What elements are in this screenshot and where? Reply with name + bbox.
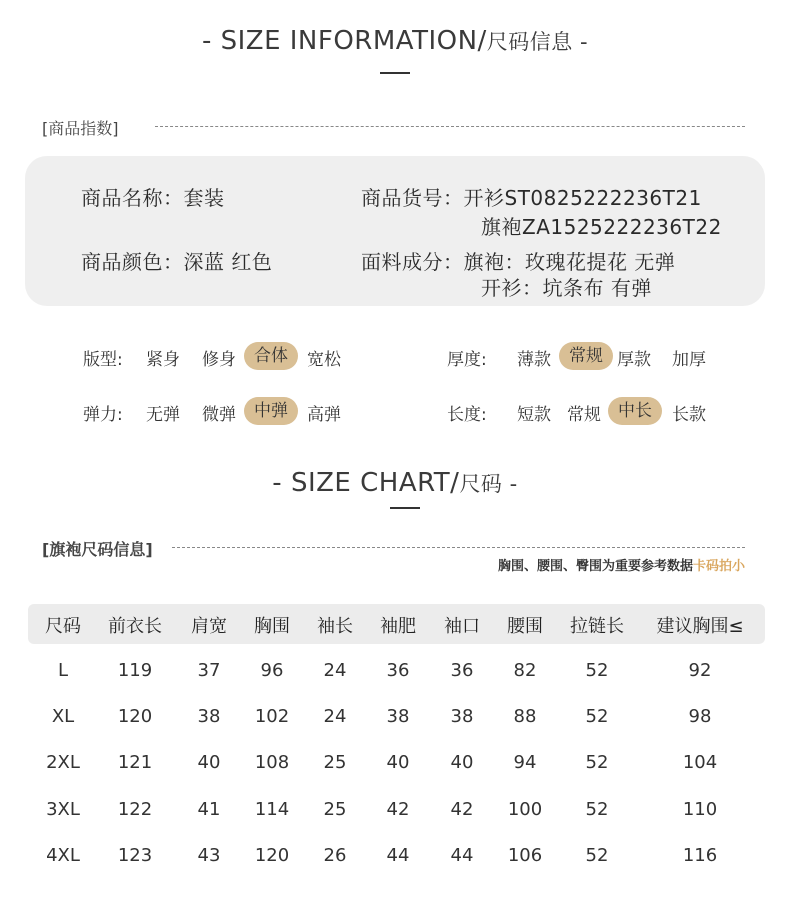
product-name-value: 套装 (183, 186, 225, 210)
header-cuff: 袖口 (444, 616, 480, 637)
table-cell: 116 (682, 845, 718, 866)
fit-option-loose: 宽松 (307, 350, 341, 370)
table-cell-size: 3XL (46, 799, 80, 820)
elasticity-option-medium-selected: 中弹 (244, 397, 298, 425)
table-cell: 43 (197, 845, 221, 866)
dashed-divider-2 (172, 547, 745, 548)
product-index-label: [商品指数] (42, 119, 119, 138)
table-cell: 82 (513, 660, 537, 681)
elasticity-option-slight: 微弹 (202, 405, 236, 425)
table-cell: 120 (254, 845, 290, 866)
size-chart-title (0, 468, 790, 498)
product-code (361, 182, 702, 211)
table-cell: 52 (585, 660, 609, 681)
table-cell: 114 (254, 799, 290, 820)
table-cell: 94 (513, 752, 537, 773)
table-cell: 36 (386, 660, 410, 681)
title-underline (380, 72, 410, 74)
table-cell: 122 (117, 799, 153, 820)
table-cell-size: XL (51, 706, 75, 727)
table-cell: 98 (688, 706, 712, 727)
table-cell-size: L (57, 660, 69, 681)
header-sleeve-width: 袖肥 (380, 616, 416, 637)
product-code-label: 商品货号： (361, 186, 464, 210)
header-shoulder: 肩宽 (191, 616, 227, 637)
size-chart-underline (390, 507, 420, 509)
header-front-length: 前衣长 (108, 616, 162, 637)
length-option-short: 短款 (517, 405, 551, 425)
header-bust: 胸围 (254, 616, 290, 637)
product-color (81, 246, 272, 275)
table-cell: 102 (254, 706, 290, 727)
table-cell: 40 (197, 752, 221, 773)
table-cell-size: 4XL (46, 845, 80, 866)
table-cell: 38 (386, 706, 410, 727)
table-cell: 119 (117, 660, 153, 681)
product-name-label: 商品名称： (81, 186, 184, 210)
table-cell: 26 (323, 845, 347, 866)
fit-option-regular-selected: 合体 (244, 342, 298, 370)
table-cell: 96 (260, 660, 284, 681)
table-cell: 40 (386, 752, 410, 773)
table-cell: 40 (450, 752, 474, 773)
length-label: 长度: (447, 405, 487, 425)
table-cell: 106 (507, 845, 543, 866)
length-option-regular: 常规 (567, 405, 601, 425)
table-cell: 52 (585, 799, 609, 820)
header-waist: 腰围 (507, 616, 543, 637)
table-cell: 41 (197, 799, 221, 820)
table-cell: 108 (254, 752, 290, 773)
product-color-value: 深蓝 红色 (183, 250, 273, 274)
size-information-title-en: - SIZE INFORMATION/ (201, 26, 487, 56)
product-fabric-label: 面料成分： (361, 250, 464, 274)
thickness-option-thick: 厚款 (617, 350, 651, 370)
table-cell: 120 (117, 706, 153, 727)
dashed-divider (155, 126, 745, 127)
table-cell: 52 (585, 706, 609, 727)
product-fabric (361, 246, 675, 275)
elasticity-label: 弹力: (83, 405, 123, 425)
table-cell: 36 (450, 660, 474, 681)
table-cell: 42 (386, 799, 410, 820)
product-color-label: 商品颜色： (81, 250, 184, 274)
product-fabric-line2: 开衫：坑条布 有弹 (481, 276, 652, 300)
thickness-option-extra-thick: 加厚 (672, 350, 706, 370)
size-information-title (0, 26, 790, 56)
reference-note (498, 555, 745, 574)
product-fabric-line1: 旗袍：玫瑰花提花 无弹 (463, 250, 676, 274)
table-cell-size: 2XL (46, 752, 80, 773)
header-suggested-bust: 建议胸围≤ (656, 616, 744, 637)
header-size: 尺码 (45, 616, 81, 637)
fit-option-tight: 紧身 (146, 350, 180, 370)
size-chart-title-zh: 尺码 - (459, 472, 518, 496)
table-cell: 104 (682, 752, 718, 773)
qipao-size-label: [旗袍尺码信息] (42, 540, 153, 559)
table-cell: 38 (450, 706, 474, 727)
thickness-label: 厚度: (447, 350, 487, 370)
table-cell: 100 (507, 799, 543, 820)
table-cell: 25 (323, 799, 347, 820)
table-cell: 52 (585, 845, 609, 866)
table-cell: 44 (450, 845, 474, 866)
table-cell: 38 (197, 706, 221, 727)
table-cell: 44 (386, 845, 410, 866)
table-cell: 24 (323, 706, 347, 727)
elasticity-option-high: 高弹 (307, 405, 341, 425)
table-cell: 52 (585, 752, 609, 773)
thickness-option-thin: 薄款 (517, 350, 551, 370)
table-cell: 92 (688, 660, 712, 681)
header-sleeve-length: 袖长 (317, 616, 353, 637)
size-information-title-zh: 尺码信息 - (486, 30, 589, 54)
header-zipper: 拉链长 (570, 616, 624, 637)
table-cell: 88 (513, 706, 537, 727)
reference-note-accent: 卡码拍小 (692, 559, 745, 574)
table-cell: 37 (197, 660, 221, 681)
size-chart-title-en: - SIZE CHART/ (272, 468, 460, 498)
elasticity-option-none: 无弹 (146, 405, 180, 425)
product-name (81, 182, 225, 211)
fit-label: 版型: (83, 350, 123, 370)
table-cell: 25 (323, 752, 347, 773)
thickness-option-regular-selected: 常规 (559, 342, 613, 370)
product-code-line1: 开衫ST0825222236T21 (463, 186, 702, 210)
length-option-long: 长款 (672, 405, 706, 425)
table-cell: 110 (682, 799, 718, 820)
product-code-line2: 旗袍ZA1525222236T22 (481, 215, 722, 239)
reference-note-text: 胸围、腰围、臀围为重要参考数据 (497, 559, 693, 574)
table-cell: 24 (323, 660, 347, 681)
length-option-mid-selected: 中长 (608, 397, 662, 425)
table-cell: 121 (117, 752, 153, 773)
table-cell: 42 (450, 799, 474, 820)
fit-option-slim: 修身 (202, 350, 236, 370)
table-cell: 123 (117, 845, 153, 866)
